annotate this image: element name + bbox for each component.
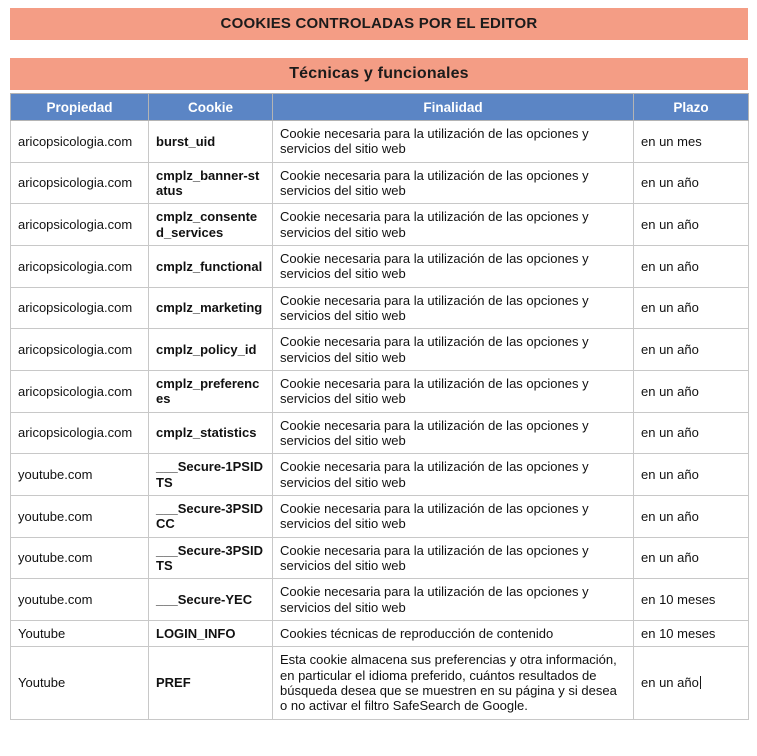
cell-finalidad: Cookie necesaria para la utilización de las opciones y servicios del sitio web [273, 204, 634, 246]
cell-propiedad: Youtube [11, 647, 149, 719]
cell-cookie: cmplz_statistics [149, 412, 273, 454]
section-title-banner: Técnicas y funcionales [10, 58, 748, 90]
cell-propiedad: aricopsicologia.com [11, 245, 149, 287]
cell-cookie: cmplz_functional [149, 245, 273, 287]
cell-cookie: cmplz_banner-status [149, 162, 273, 204]
cell-finalidad: Cookie necesaria para la utilización de las opciones y servicios del sitio web [273, 245, 634, 287]
cell-propiedad: aricopsicologia.com [11, 412, 149, 454]
cell-propiedad: youtube.com [11, 495, 149, 537]
cell-cookie: LOGIN_INFO [149, 620, 273, 646]
column-header-finalidad: Finalidad [273, 94, 634, 121]
column-header-plazo: Plazo [634, 94, 749, 121]
table-header-row [11, 94, 749, 121]
cell-propiedad: youtube.com [11, 537, 149, 579]
cell-cookie: PREF [149, 647, 273, 719]
cell-finalidad: Cookies técnicas de reproducción de contenido [273, 620, 634, 646]
cell-finalidad: Esta cookie almacena sus preferencias y otra información, en particular el idioma preferido, cuántos resultados de búsqueda desea que se muestren en su página y si desea o no activar el filtro SafeSearch de Google. [273, 647, 634, 719]
cell-plazo: en un año [634, 329, 749, 371]
cell-propiedad: aricopsicologia.com [11, 370, 149, 412]
cell-cookie: cmplz_marketing [149, 287, 273, 329]
cell-cookie: cmplz_preferences [149, 370, 273, 412]
cell-plazo: en un año [634, 162, 749, 204]
cell-plazo: en un año [634, 495, 749, 537]
table-row [11, 329, 749, 371]
table-row [11, 287, 749, 329]
cell-plazo: en un año [634, 204, 749, 246]
cell-plazo: en un año [634, 537, 749, 579]
table-row [11, 620, 749, 646]
cell-propiedad: aricopsicologia.com [11, 287, 149, 329]
table-body [11, 121, 749, 720]
cell-finalidad: Cookie necesaria para la utilización de las opciones y servicios del sitio web [273, 287, 634, 329]
text-cursor [700, 676, 701, 689]
cell-plazo: en 10 meses [634, 620, 749, 646]
table-row [11, 370, 749, 412]
cell-cookie: burst_uid [149, 121, 273, 163]
table-row [11, 579, 749, 621]
cell-plazo: en un año [634, 412, 749, 454]
cell-plazo: en un mes [634, 121, 749, 163]
cell-finalidad: Cookie necesaria para la utilización de las opciones y servicios del sitio web [273, 579, 634, 621]
cell-finalidad: Cookie necesaria para la utilización de las opciones y servicios del sitio web [273, 121, 634, 163]
table-row [11, 647, 749, 719]
cell-finalidad: Cookie necesaria para la utilización de las opciones y servicios del sitio web [273, 329, 634, 371]
cell-propiedad: aricopsicologia.com [11, 121, 149, 163]
cell-propiedad: youtube.com [11, 579, 149, 621]
cell-propiedad: Youtube [11, 620, 149, 646]
cell-cookie: cmplz_policy_id [149, 329, 273, 371]
cell-cookie: ___Secure-1PSIDTS [149, 454, 273, 496]
table-row [11, 412, 749, 454]
cell-finalidad: Cookie necesaria para la utilización de las opciones y servicios del sitio web [273, 370, 634, 412]
table-row [11, 495, 749, 537]
cell-finalidad: Cookie necesaria para la utilización de las opciones y servicios del sitio web [273, 454, 634, 496]
cell-propiedad: youtube.com [11, 454, 149, 496]
column-header-propiedad: Propiedad [11, 94, 149, 121]
cell-propiedad: aricopsicologia.com [11, 204, 149, 246]
table-row [11, 454, 749, 496]
cell-finalidad: Cookie necesaria para la utilización de las opciones y servicios del sitio web [273, 537, 634, 579]
cell-finalidad: Cookie necesaria para la utilización de las opciones y servicios del sitio web [273, 412, 634, 454]
cell-cookie: ___Secure-3PSIDTS [149, 537, 273, 579]
cell-finalidad: Cookie necesaria para la utilización de las opciones y servicios del sitio web [273, 495, 634, 537]
cell-plazo: en un año [634, 245, 749, 287]
cell-plazo: en un año [634, 454, 749, 496]
cell-propiedad: aricopsicologia.com [11, 329, 149, 371]
cell-finalidad: Cookie necesaria para la utilización de las opciones y servicios del sitio web [273, 162, 634, 204]
table-row [11, 204, 749, 246]
cell-plazo: en un año [634, 287, 749, 329]
cell-plazo: en 10 meses [634, 579, 749, 621]
cell-plazo: en un año [634, 370, 749, 412]
cell-plazo: en un año [634, 647, 749, 719]
column-header-cookie: Cookie [149, 94, 273, 121]
cell-cookie: ___Secure-YEC [149, 579, 273, 621]
cell-propiedad: aricopsicologia.com [11, 162, 149, 204]
banner-spacer [10, 40, 748, 58]
table-row [11, 121, 749, 163]
table-row [11, 537, 749, 579]
table-row [11, 245, 749, 287]
cell-cookie: cmplz_consented_services [149, 204, 273, 246]
table-row [11, 162, 749, 204]
main-title-banner: COOKIES CONTROLADAS POR EL EDITOR [10, 8, 748, 40]
cell-cookie: ___Secure-3PSIDCC [149, 495, 273, 537]
cookies-table [10, 93, 749, 720]
